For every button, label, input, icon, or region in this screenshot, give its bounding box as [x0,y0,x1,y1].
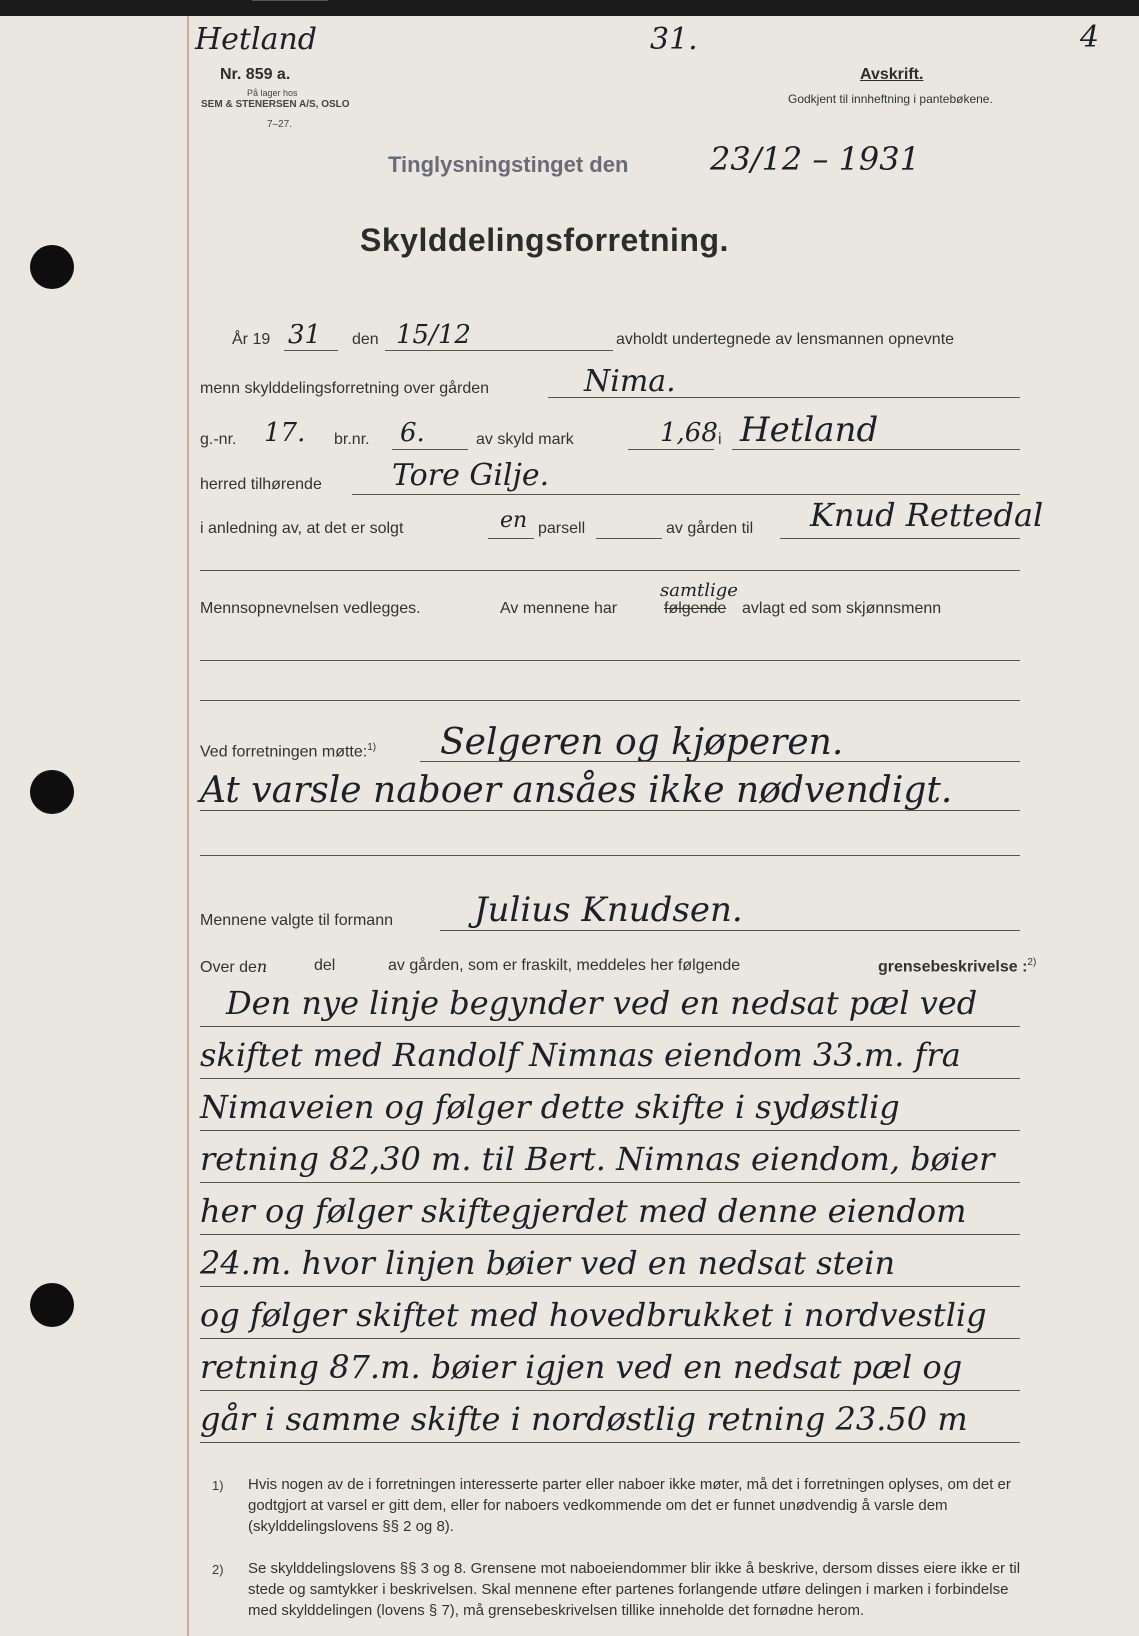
ruled-line [200,1234,1020,1235]
underline [284,350,338,351]
blank-line [200,810,1020,811]
garden-label: av gården, som er fraskilt, meddeles her følgende [388,957,741,974]
boundary-line: Den nye linje begynder ved en nedsat pæl ved [226,984,978,1022]
owner-handwritten: Tore Gilje. [392,458,550,493]
underline [628,449,714,450]
attend-handwritten: Selgeren og kjøperen. [440,722,844,763]
year-label: År 19 [232,331,271,348]
footnote-number: 2) [212,1562,224,1577]
blank-line [200,570,1020,571]
gnr-label: g.-nr. [200,431,237,448]
boundary-line: 24.m. hvor linjen bøier ved en nedsat stein [200,1244,896,1282]
insert-handwritten: samtlige [660,580,738,601]
skyld-label: av skyld mark [476,431,574,448]
del-label: del [314,957,336,974]
men-label: Av mennene har [500,600,618,617]
boundary-line: retning 82,30 m. til Bert. Nimnas eiendom, bøier [200,1140,995,1178]
blank-line [200,855,1020,856]
punch-hole [30,770,74,814]
ruled-line [200,1026,1020,1027]
year-handwritten: 31 [288,320,322,350]
underline [488,538,534,539]
den-label: den [352,331,379,348]
underline [385,350,613,351]
boundary-line: går i samme skifte i nordøstlig retning 23.50 m [200,1400,968,1438]
margin-line [187,16,189,1636]
buyer-handwritten: Knud Rettedal [810,496,1044,534]
ruled-line [200,1078,1020,1079]
municipality-handwritten: Hetland [740,410,879,450]
boundary-line: og følger skiftet med hovedbrukket i nordvestlig [200,1296,987,1334]
sold-label: i anledning av, at det er solgt [200,520,404,537]
underline [392,449,468,450]
ruled-line [200,1182,1020,1183]
footnote-text: Se skylddelingslovens §§ 3 og 8. Grensene mot naboeiendommer blir ikke å beskrive, dersom disses eiere ikke er til stede og samtykker i beskrivelsen. Skal mennene efter partenes forlangende utføre delingen i marken i forbindelse med skylddelingen (lovens § 7), må grensebeskrivelsen tillike inneholde det fornødne herom. [248,1560,1021,1619]
underline [548,397,1020,398]
underline [440,930,1020,931]
underline [420,761,1020,762]
form-number: Nr. 859 a. [220,66,291,83]
boundary-line: skiftet med Randolf Nimnas eiendom 33.m. fra [200,1036,961,1074]
location-handwritten: Hetland [195,22,317,57]
over-label: Over den [200,957,268,976]
punch-hole [30,245,74,289]
copy-label: Avskrift. [860,66,924,83]
footnote-number: 1) [212,1478,224,1493]
boundary-label: grensebeskrivelse :$^{2)}$ [878,957,1037,976]
notice-handwritten: At varsle naboer ansåes ikke nødvendigt. [200,770,953,811]
underline [252,0,328,1]
skyld-handwritten: 1,68 [660,418,718,448]
farm-line-label: menn skylddelingsforretning over gården [200,380,490,397]
ruled-line [200,1442,1020,1443]
underline [732,449,1020,450]
brnr-handwritten: 6. [400,418,425,448]
publisher-line1: På lager hos [247,88,298,98]
parsell-label: parsell [538,520,586,537]
i-label: i [718,431,722,448]
farm-handwritten: Nima. [584,364,676,399]
attend-label: Ved forretningen møtte:$^{1)}$ [200,742,377,761]
gnr-handwritten: 17. [264,418,306,448]
ruled-line [200,1390,1020,1391]
brnr-label: br.nr. [334,431,370,448]
boundary-line: retning 87.m. bøier igjen ved en nedsat pæl og [200,1348,963,1386]
count-handwritten: en [500,508,528,533]
boundary-line: her og følger skiftegjerdet med denne eiendom [200,1192,967,1230]
scan-top-edge [0,0,1139,16]
publisher-line2: SEM & STENERSEN A/S, OSLO [201,99,350,110]
herred-label: herred tilhørende [200,476,322,493]
form-date: 7–27. [267,119,293,130]
date-handwritten: 15/12 [396,320,471,350]
chair-label: Mennene valgte til formann [200,912,393,929]
punch-hole [30,1283,74,1327]
corner-number-handwritten: 4 [1080,20,1100,55]
ruled-line [200,1286,1020,1287]
chair-handwritten: Julius Knudsen. [474,890,743,930]
court-stamp: Tinglysningstinget den [388,152,629,177]
mennsop-label: Mennsopnevnelsen vedlegges. [200,600,421,617]
footnote-text: Hvis nogen av de i forretningen interesserte parter eller naboer ikke møter, må det i forretningen oplyses, om det er godtgjort at varsel er gitt dem, eller for naboers vedkommende om det er funnet unødvendig å varsle dem (skylddelingslovens §§ 2 og 8). [248,1476,1011,1535]
underline [780,538,1020,539]
blank-line [200,700,1020,701]
underline [596,538,662,539]
blank-line [200,660,1020,661]
document-title: Skylddelingsforretning. [360,222,729,258]
ruled-line [200,1338,1020,1339]
underline [352,494,1020,495]
court-date-handwritten: 23/12 – 1931 [710,140,920,178]
boundary-line: Nimaveien og følger dette skifte i sydøstlig [200,1088,900,1126]
approval-text: Godkjent til innheftning i pantebøkene. [788,92,993,106]
page-number-handwritten: 31. [650,22,698,57]
to-label: av gården til [666,520,754,537]
oath-text: avlagt ed som skjønnsmenn [742,600,942,617]
ruled-line [200,1130,1020,1131]
struck-text: følgende [664,600,727,617]
held-text: avholdt undertegnede av lensmannen opnevnte [616,331,955,348]
